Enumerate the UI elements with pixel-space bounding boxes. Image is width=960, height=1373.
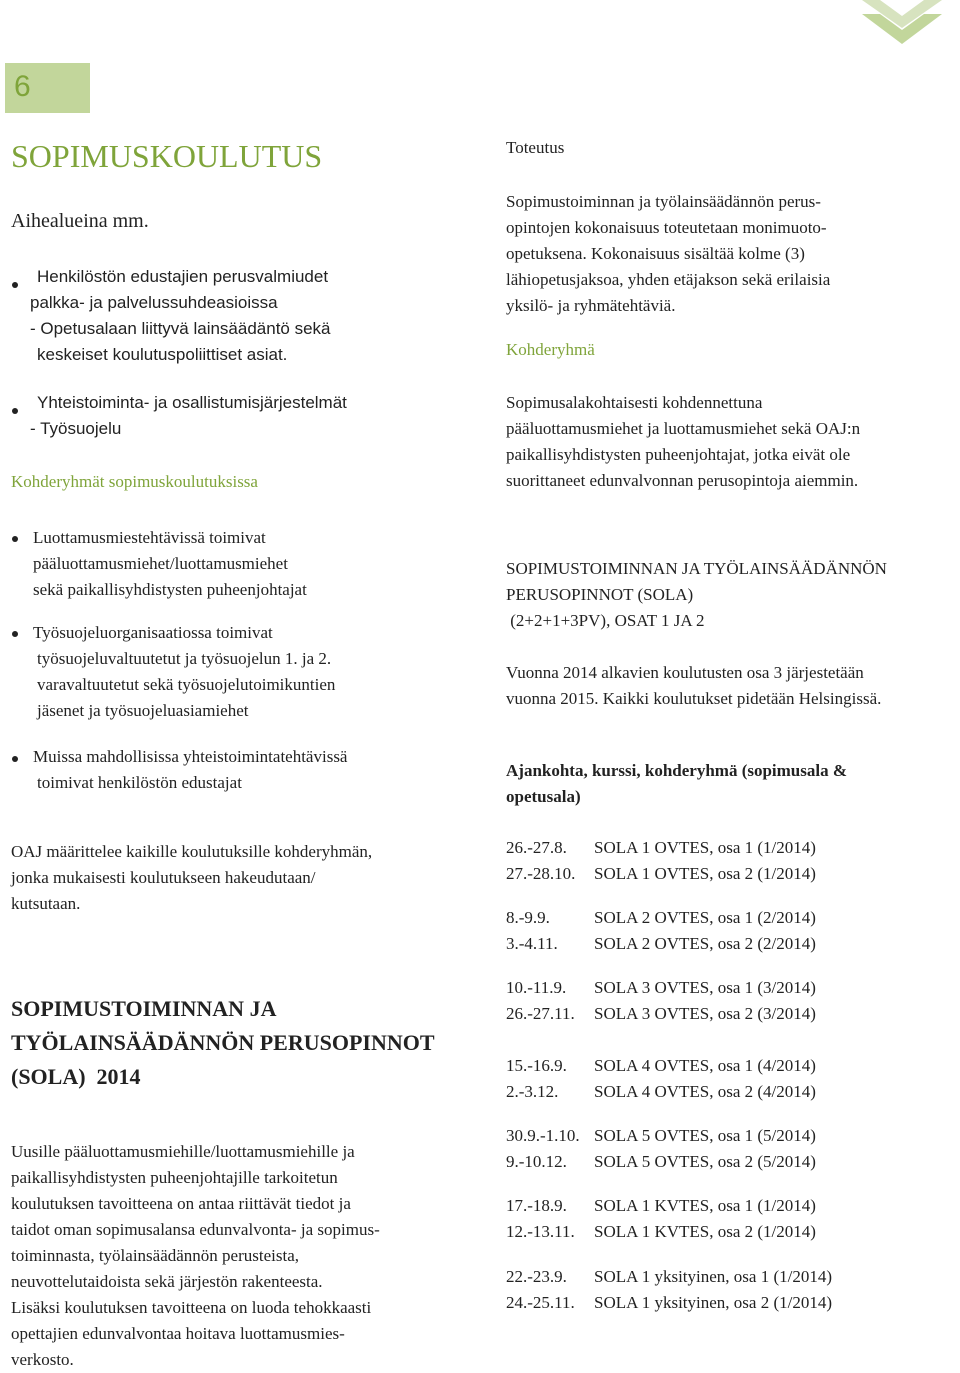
paragraph-line: Lisäksi koulutuksen tavoitteena on luoda tehokkaasti — [11, 1298, 372, 1317]
schedule-row — [506, 838, 816, 858]
heading-line: opetusala) — [506, 787, 581, 806]
schedule-course: SOLA 5 OVTES, osa 1 (5/2014) — [594, 1126, 816, 1145]
heading-line: PERUSOPINNOT (SOLA) — [506, 585, 694, 604]
schedule-course: SOLA 1 OVTES, osa 2 (1/2014) — [594, 864, 816, 883]
list-item: Yhteistoiminta- ja osallistumisjärjestelmät — [37, 393, 347, 412]
schedule-date: 26.-27.8. — [506, 838, 567, 857]
paragraph-line: taidot oman sopimusalansa edunvalvonta- ja sopimus- — [11, 1220, 380, 1239]
paragraph-line: verkosto. — [11, 1350, 74, 1369]
schedule-date: 3.-4.11. — [506, 934, 558, 953]
schedule-row — [506, 1004, 816, 1024]
schedule-row — [506, 1082, 816, 1102]
heading-line: TYÖLAINSÄÄDÄNNÖN PERUSOPINNOT — [11, 1030, 435, 1055]
toteutus-heading: Toteutus — [506, 138, 565, 157]
schedule-course: SOLA 2 OVTES, osa 2 (2/2014) — [594, 934, 816, 953]
schedule-date: 12.-13.11. — [506, 1222, 575, 1241]
schedule-course: SOLA 1 yksityinen, osa 1 (1/2014) — [594, 1267, 832, 1286]
heading-line: (2+2+1+3PV), OSAT 1 JA 2 — [506, 611, 705, 630]
schedule-course: SOLA 1 KVTES, osa 2 (1/2014) — [594, 1222, 816, 1241]
bullet-icon — [12, 282, 18, 288]
paragraph-line: jonka mukaisesti koulutukseen hakeudutaan/ — [11, 868, 316, 887]
paragraph-line: Sopimusalakohtaisesti kohdennettuna — [506, 393, 763, 412]
paragraph-line: Sopimustoiminnan ja työlainsäädännön perus- — [506, 192, 821, 211]
schedule-row — [506, 1196, 816, 1216]
schedule-date: 17.-18.9. — [506, 1196, 567, 1215]
paragraph-line: toiminnasta, työlainsäädännön perusteista, — [11, 1246, 299, 1265]
list-item: palkka- ja palvelussuhdeasioissa — [30, 293, 278, 312]
paragraph-line: lähiopetusjaksoa, yhden etäjakson sekä erilaisia — [506, 270, 831, 289]
paragraph-line: opettajien edunvalvontaa hoitava luottamusmies- — [11, 1324, 345, 1343]
list-item: Muissa mahdollisissa yhteistoimintatehtävissä — [33, 747, 348, 766]
schedule-course: SOLA 4 OVTES, osa 2 (4/2014) — [594, 1082, 816, 1101]
list-item: jäsenet ja työsuojeluasiamiehet — [37, 701, 249, 720]
list-item: Luottamusmiestehtävissä toimivat — [33, 528, 266, 547]
list-item: työsuojeluvaltuutetut ja työsuojelun 1. ja 2. — [37, 649, 332, 668]
list-item: sekä paikallisyhdistysten puheenjohtajat — [33, 580, 307, 599]
paragraph-line: Vuonna 2014 alkavien koulutusten osa 3 järjestetään — [506, 663, 864, 682]
paragraph-line: kutsutaan. — [11, 894, 81, 913]
heading-line: SOPIMUSTOIMINNAN JA TYÖLAINSÄÄDÄNNÖN — [506, 559, 887, 578]
schedule-course: SOLA 1 KVTES, osa 1 (1/2014) — [594, 1196, 816, 1215]
schedule-row — [506, 934, 816, 954]
schedule-row — [506, 1293, 832, 1313]
chevron-down-icon — [862, 0, 942, 48]
bullet-icon — [12, 756, 18, 762]
schedule-course: SOLA 1 OVTES, osa 1 (1/2014) — [594, 838, 816, 857]
schedule-row — [506, 1222, 816, 1242]
bullet-icon — [12, 408, 18, 414]
schedule-course: SOLA 1 yksityinen, osa 2 (1/2014) — [594, 1293, 832, 1312]
page-title: SOPIMUSKOULUTUS — [11, 138, 323, 174]
paragraph-line: paikallisyhdistysten puheenjohtajille tarkoitetun — [11, 1168, 338, 1187]
paragraph-line: vuonna 2015. Kaikki koulutukset pidetään Helsingissä. — [506, 689, 882, 708]
bullet-icon — [12, 536, 18, 542]
schedule-date: 27.-28.10. — [506, 864, 576, 883]
schedule-row — [506, 1126, 816, 1146]
paragraph-line: opetuksena. Kokonaisuus sisältää kolme (3) — [506, 244, 805, 263]
schedule-course: SOLA 3 OVTES, osa 1 (3/2014) — [594, 978, 816, 997]
schedule-date: 24.-25.11. — [506, 1293, 575, 1312]
list-item: Henkilöstön edustajien perusvalmiudet — [37, 267, 329, 286]
schedule-row — [506, 978, 816, 998]
paragraph-line: paikallisyhdistysten puheenjohtajat, jotka eivät ole — [506, 445, 851, 464]
schedule-date: 10.-11.9. — [506, 978, 567, 997]
list-item: Työsuojeluorganisaatiossa toimivat — [33, 623, 273, 642]
bullet-icon — [12, 631, 18, 637]
list-item: - Työsuojelu — [30, 419, 122, 438]
heading-line: (SOLA) 2014 — [11, 1064, 141, 1089]
schedule-course: SOLA 4 OVTES, osa 1 (4/2014) — [594, 1056, 816, 1075]
page-number: 6 — [14, 70, 31, 103]
schedule-row — [506, 1056, 816, 1076]
schedule-course: SOLA 3 OVTES, osa 2 (3/2014) — [594, 1004, 816, 1023]
paragraph-line: suorittaneet edunvalvonnan perusopintoja aiemmin. — [506, 471, 859, 490]
list-item: - Opetusalaan liittyvä lainsäädäntö sekä — [30, 319, 331, 338]
list-item: keskeiset koulutuspoliittiset asiat. — [37, 345, 288, 364]
target-groups-heading: Kohderyhmät sopimuskoulutuksissa — [11, 472, 258, 491]
schedule-date: 9.-10.12. — [506, 1152, 567, 1171]
paragraph-line: Uusille pääluottamusmiehille/luottamusmiehille ja — [11, 1142, 355, 1161]
paragraph-line: opintojen kokonaisuus toteutetaan monimuoto- — [506, 218, 827, 237]
paragraph-line: pääluottamusmiehet ja luottamusmiehet sekä OAJ:n — [506, 419, 861, 438]
schedule-row — [506, 1152, 816, 1172]
schedule-date: 30.9.-1.10. — [506, 1126, 580, 1145]
heading-line: SOPIMUSTOIMINNAN JA — [11, 996, 277, 1021]
list-item: pääluottamusmiehet/luottamusmiehet — [33, 554, 288, 573]
schedule-date: 8.-9.9. — [506, 908, 550, 927]
heading-line: Ajankohta, kurssi, kohderyhmä (sopimusala & — [506, 761, 848, 780]
kohderyhma-heading: Kohderyhmä — [506, 340, 595, 359]
schedule-course: SOLA 2 OVTES, osa 1 (2/2014) — [594, 908, 816, 927]
schedule-date: 2.-3.12. — [506, 1082, 559, 1101]
list-item: toimivat henkilöstön edustajat — [37, 773, 242, 792]
schedule-course: SOLA 5 OVTES, osa 2 (5/2014) — [594, 1152, 816, 1171]
schedule-date: 26.-27.11. — [506, 1004, 575, 1023]
paragraph-line: neuvottelutaidoista sekä järjestön rakenteesta. — [11, 1272, 323, 1291]
paragraph-line: koulutuksen tavoitteena on antaa riittävät tiedot ja — [11, 1194, 351, 1213]
schedule-date: 22.-23.9. — [506, 1267, 567, 1286]
schedule-row — [506, 864, 816, 884]
paragraph-line: yksilö- ja ryhmätehtäviä. — [506, 296, 676, 315]
schedule-row — [506, 908, 816, 928]
list-item: varavaltuutetut sekä työsuojelutoimikuntien — [37, 675, 336, 694]
intro-text: Aihealueina mm. — [11, 210, 149, 232]
schedule-date: 15.-16.9. — [506, 1056, 567, 1075]
paragraph-line: OAJ määrittelee kaikille koulutuksille kohderyhmän, — [11, 842, 373, 861]
schedule-row — [506, 1267, 832, 1287]
